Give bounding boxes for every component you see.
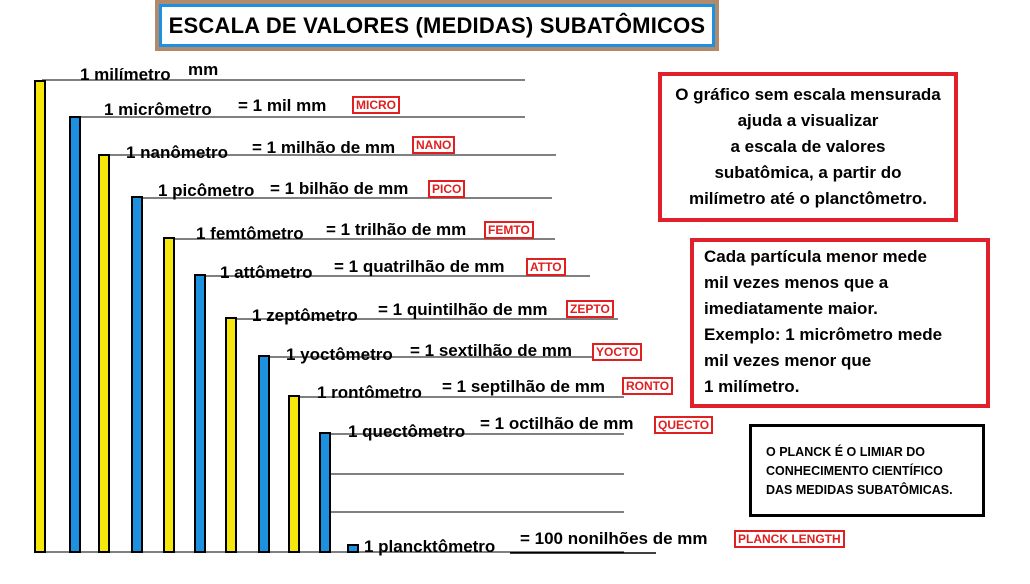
equals-picometro: = 1 bilhão de mm — [270, 179, 409, 198]
prefix-yocto: YOCTO — [592, 343, 642, 361]
note-planck-line: CONHECIMENTO CIENTÍFICO — [766, 464, 943, 478]
bar-micrometro — [70, 117, 80, 552]
bar-quectometro — [320, 433, 330, 552]
prefix-femto: FEMTO — [484, 221, 534, 239]
prefix-micro: MICRO — [352, 96, 400, 114]
label-attometro: 1 attômetro — [220, 263, 313, 282]
bar-zeptometro — [226, 318, 236, 552]
equals-micrometro: = 1 mil mm — [238, 96, 327, 115]
prefix-atto: ATTO — [526, 258, 566, 276]
prefix-pico: PICO — [428, 180, 465, 198]
equals-zeptometro: = 1 quintilhão de mm — [378, 300, 548, 319]
equals-plancktometro: = 100 nonilhões de mm — [520, 529, 708, 548]
note-planck-box — [749, 424, 985, 517]
note-scale-line: milímetro até o planctômetro. — [688, 189, 928, 208]
prefix-quecto: QUECTO — [654, 416, 713, 434]
note-rule-line: 1 milímetro. — [704, 377, 800, 396]
note-scale-line: subatômica, a partir do — [714, 163, 902, 182]
note-planck-line: DAS MEDIDAS SUBATÔMICAS. — [766, 483, 953, 497]
note-planck-line: O PLANCK É O LIMIAR DO — [766, 445, 926, 459]
label-milimetro: 1 milímetro — [80, 65, 171, 84]
bar-milimetro — [35, 81, 45, 552]
bar-nanometro — [99, 155, 109, 552]
equals-nanometro: = 1 milhão de mm — [252, 138, 396, 157]
bar-rontometro — [289, 396, 299, 552]
prefix-ronto: RONTO — [622, 377, 673, 395]
note-scale-line: a escala de valores — [730, 137, 886, 156]
note-rule-line: mil vezes menos que a — [704, 273, 889, 292]
note-rule-line: Exemplo: 1 micrômetro mede — [704, 325, 943, 344]
equals-attometro: = 1 quatrilhão de mm — [334, 257, 505, 276]
page-title: ESCALA DE VALORES (MEDIDAS) SUBATÔMICOS — [159, 4, 715, 47]
note-rule-line: Cada partícula menor mede — [704, 247, 927, 266]
note-scale-line: ajuda a visualizar — [737, 111, 879, 130]
label-yoctometro: 1 yoctômetro — [286, 345, 393, 364]
note-rule-line: mil vezes menor que — [704, 351, 872, 370]
equals-quectometro: = 1 octilhão de mm — [480, 414, 634, 433]
label-zeptometro: 1 zeptômetro — [252, 306, 358, 325]
equals-yoctometro: = 1 sextilhão de mm — [410, 341, 573, 360]
bar-attometro — [195, 275, 205, 552]
unit-mm: mm — [188, 60, 219, 79]
prefix-zepto: ZEPTO — [566, 300, 614, 318]
equals-femtometro: = 1 trilhão de mm — [326, 220, 467, 239]
label-nanometro: 1 nanômetro — [126, 143, 229, 162]
note-rule-box — [690, 238, 990, 408]
bar-plancktometro — [348, 545, 358, 552]
bar-yoctometro — [259, 356, 269, 552]
note-rule-line: imediatamente maior. — [704, 299, 878, 318]
note-scale-box — [658, 72, 958, 222]
label-rontometro: 1 rontômetro — [317, 383, 422, 402]
label-plancktometro: 1 plancktômetro — [364, 537, 496, 556]
equals-rontometro: = 1 septilhão de mm — [442, 377, 605, 396]
note-scale-line: O gráfico sem escala mensurada — [675, 85, 941, 104]
prefix-planck-length: PLANCK LENGTH — [734, 530, 845, 548]
bar-picometro — [132, 197, 142, 552]
label-micrometro: 1 micrômetro — [104, 100, 212, 119]
bar-femtometro — [164, 238, 174, 552]
prefix-nano: NANO — [412, 136, 455, 154]
label-picometro: 1 picômetro — [158, 181, 255, 200]
label-quectometro: 1 quectômetro — [348, 422, 466, 441]
label-femtometro: 1 femtômetro — [196, 224, 304, 243]
